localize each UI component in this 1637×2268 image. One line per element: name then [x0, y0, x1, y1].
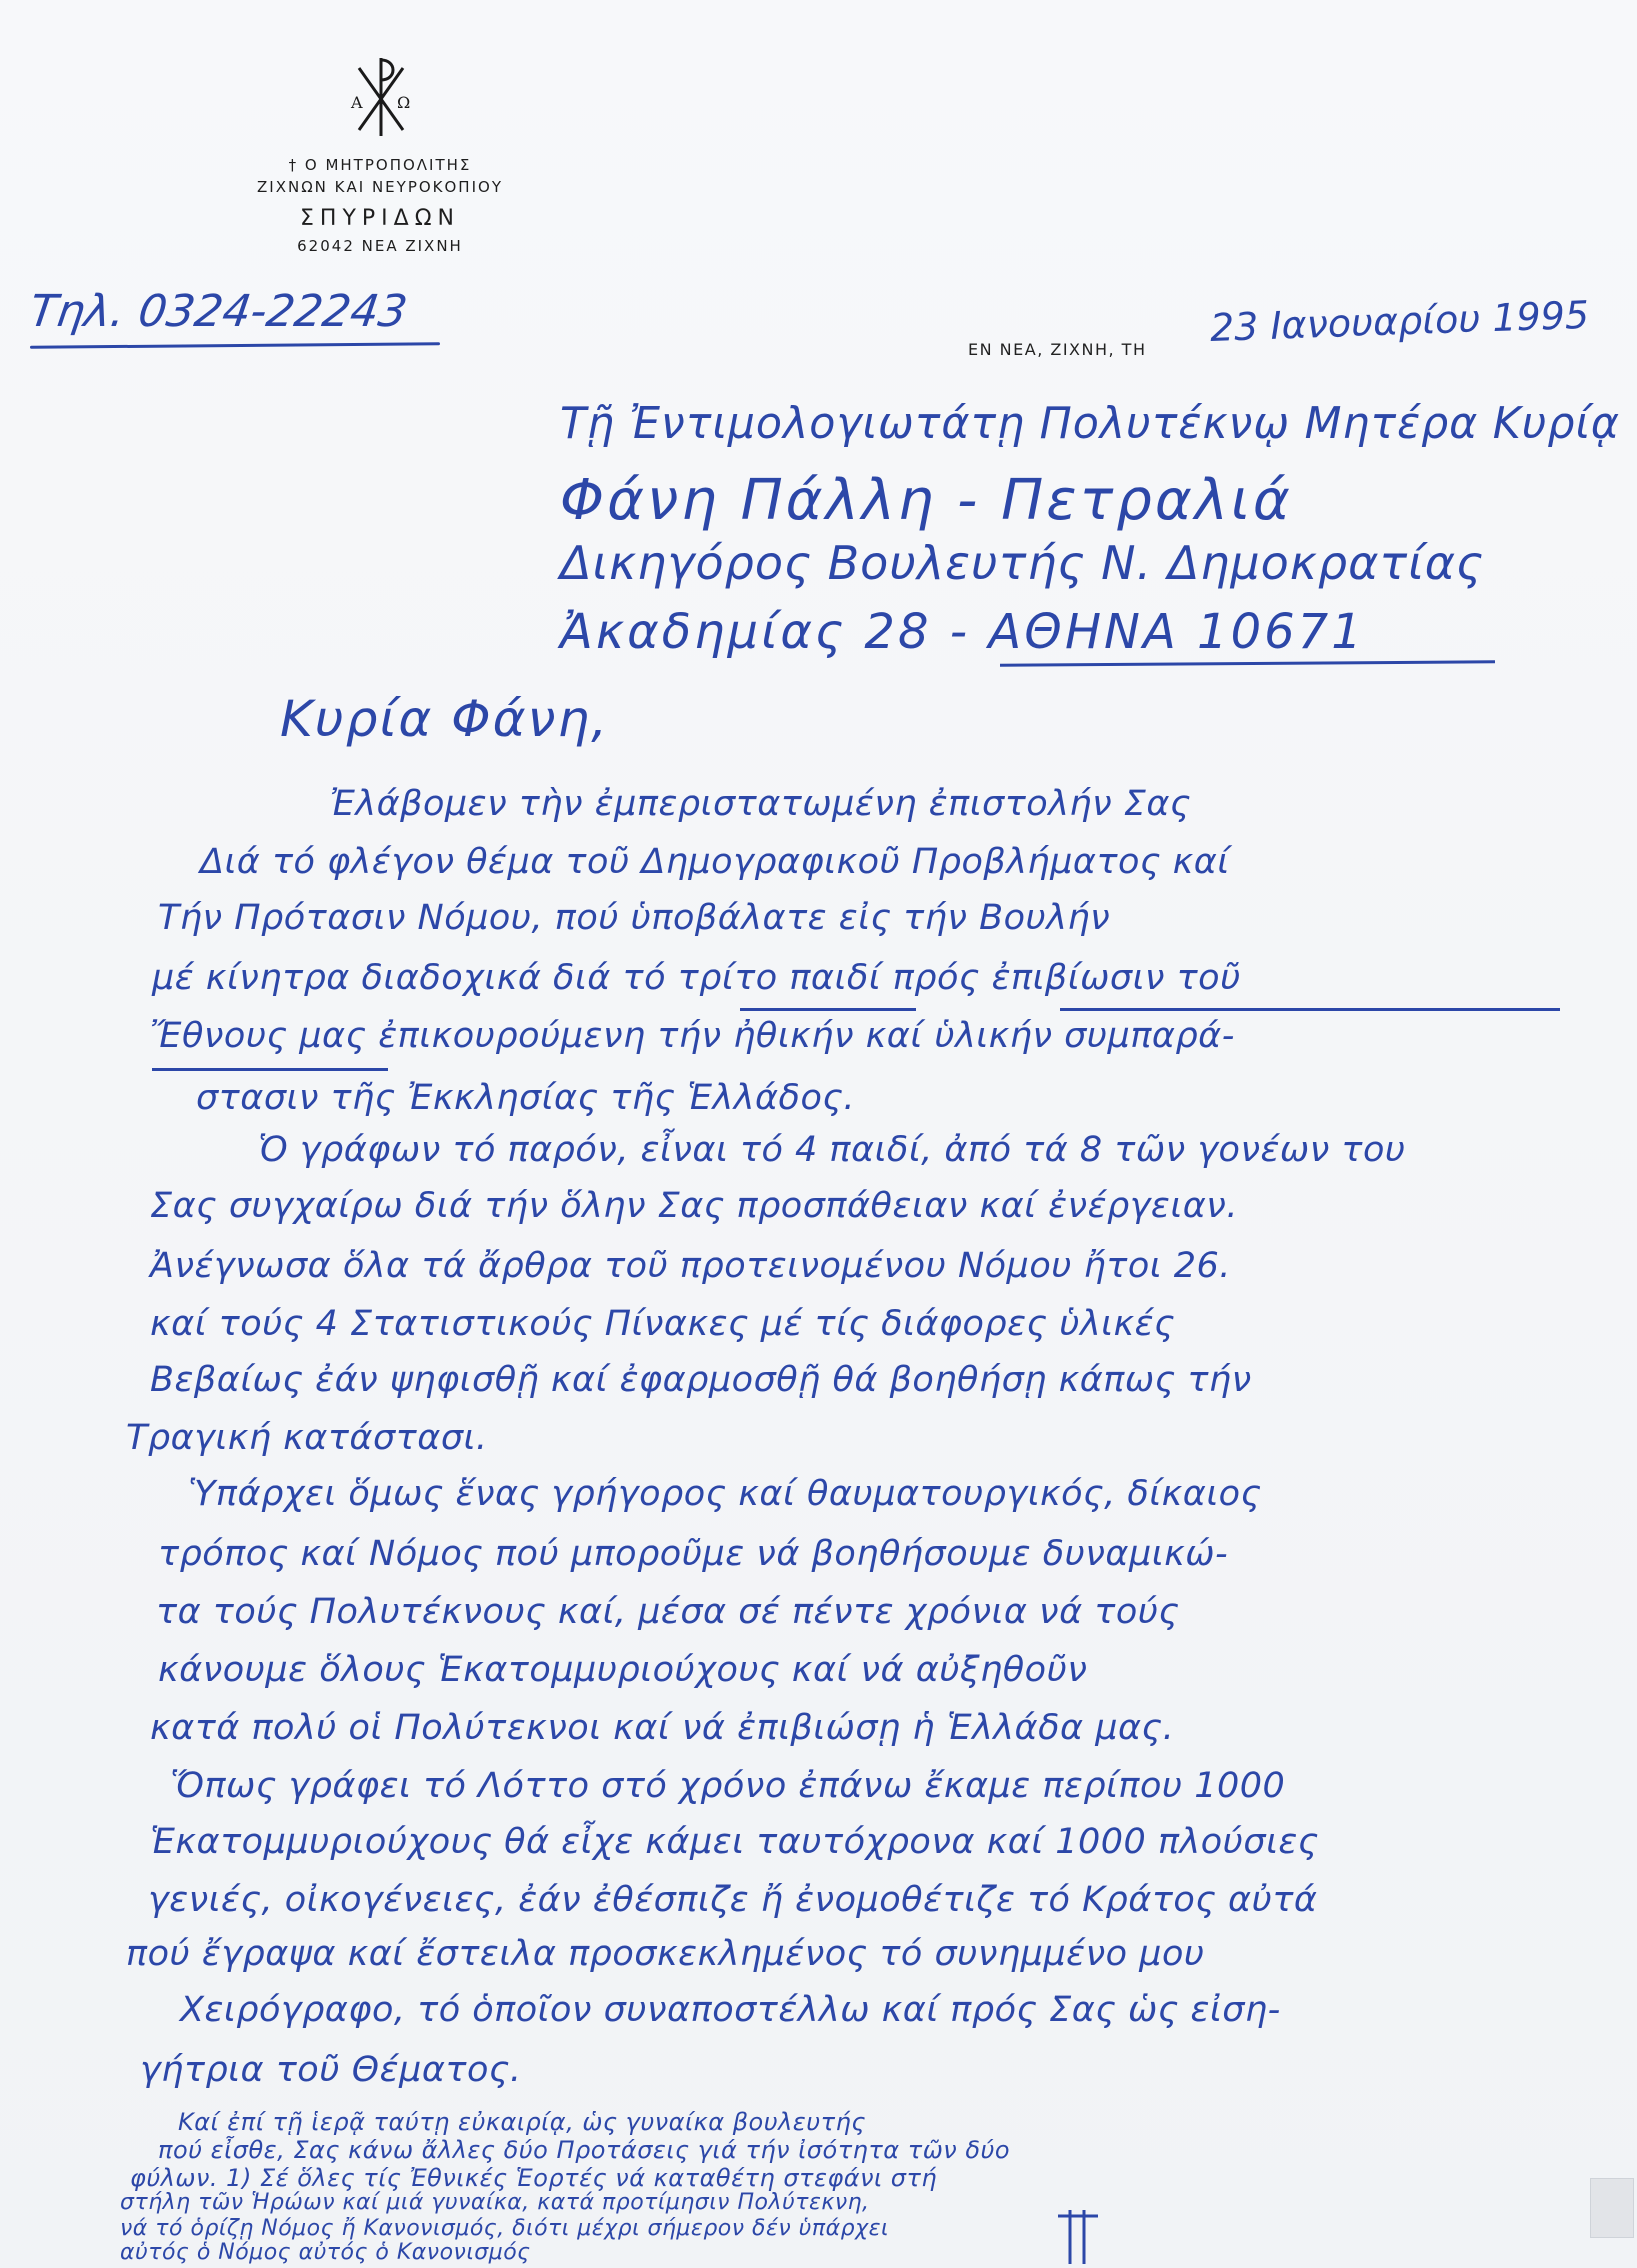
letterhead [170, 50, 590, 255]
body-line: κάνουμε ὅλους Ἑκατομμυριούχους καί νά αὐξηθοῦν [158, 1650, 1088, 1690]
date-printed-prefix: ΕΝ ΝΕΑ, ΖΙΧΝΗ, ΤΗ [968, 340, 1147, 359]
corner-stamp [1590, 2178, 1634, 2238]
body-line: μέ κίνητρα διαδοχικά διά τό τρίτο παιδί πρός ἐπιβίωσιν τοῦ [152, 958, 1241, 998]
body-line: αὐτός ὁ Νόμος αὐτός ὁ Κανονισμός [120, 2240, 531, 2265]
recipient-name: Φάνη Πάλλη - Πετραλιά [560, 468, 1293, 533]
underline-third-child [740, 1008, 916, 1011]
body-line: Ὁ γράφων τό παρόν, εἶναι τό 4 παιδί, ἀπό τά 8 τῶν γονέων του [258, 1130, 1406, 1170]
body-line: στασιν τῆς Ἐκκλησίας τῆς Ἑλλάδος. [196, 1078, 856, 1118]
phone-underline [30, 342, 440, 349]
omega-letter: Ω [397, 93, 411, 112]
body-line: Τήν Πρότασιν Νόμου, πού ὑποβάλατε εἰς τήν Βουλήν [158, 898, 1111, 938]
body-line: Ἑκατομμυριούχους θά εἶχε κάμει ταυτόχρονα καί 1000 πλούσιες [150, 1822, 1319, 1862]
body-line: πού ἔγραψα καί ἔστειλα προσκεκλημένος τό συνημμένο μου [126, 1934, 1205, 1974]
address-underline [1000, 660, 1495, 666]
body-line: καί τούς 4 Στατιστικούς Πίνακες μέ τίς διάφορες ὑλικές [150, 1304, 1176, 1344]
alpha-letter: Α [351, 93, 363, 112]
phone-number: Τηλ. 0324-22243 [26, 286, 411, 337]
body-line: τρόπος καί Νόμος πού μποροῦμε νά βοηθήσουμε δυναμικώ- [158, 1534, 1229, 1574]
body-line: Ὑπάρχει ὅμως ἕνας γρήγορος καί θαυματουργικός, δίκαιος [188, 1474, 1262, 1514]
recipient-line-1: Τῇ Ἐντιμολογιωτάτῃ Πολυτέκνῳ Μητέρα Κυρίᾳ [560, 398, 1621, 449]
body-line: Ἔθνους μας ἐπικουρούμενη τήν ἠθικήν καί ὑλικήν συμπαρά- [150, 1016, 1235, 1056]
body-line: Τραγική κατάστασι. [126, 1418, 488, 1458]
body-line: στήλη τῶν Ἡρώων καί μιά γυναίκα, κατά προτίμησιν Πολύτεκνη, [120, 2190, 870, 2215]
body-line: Ὅπως γράφει τό Λόττο στό χρόνο ἐπάνω ἔκαμε περίπου 1000 [170, 1766, 1286, 1806]
letterhead-title: † Ο ΜΗΤΡΟΠΟΛΙΤΗΣ [288, 156, 472, 174]
body-line: φύλων. 1) Σέ ὅλες τίς Ἐθνικές Ἑορτές νά καταθέτη στεφάνι στή [130, 2164, 938, 2192]
body-line: κατά πολύ οἱ Πολύτεκνοι καί νά ἐπιβιώσῃ ἡ Ἑλλάδα μας. [150, 1708, 1175, 1748]
body-line: Χειρόγραφο, τό ὁποῖον συναποστέλλω καί πρός Σας ὡς εἰση- [180, 1990, 1281, 2030]
salutation: Κυρία Φάνη, [280, 690, 610, 748]
date-handwritten: 23 Ιανουαρίου 1995 [1209, 292, 1590, 350]
underline-survival [1060, 1008, 1560, 1011]
body-line: γενιές, οἰκογένειες, ἐάν ἐθέσπιζε ἤ ἐνομοθέτιζε τό Κράτος αὐτά [148, 1880, 1318, 1920]
body-line: Βεβαίως ἐάν ψηφισθῇ καί ἐφαρμοσθῇ θά βοηθήσῃ κάπως τήν [150, 1360, 1252, 1400]
recipient-title: Δικηγόρος Βουλευτής Ν. Δημοκρατίας [560, 536, 1485, 590]
letterhead-address: 62042 ΝΕΑ ΖΙΧΝΗ [297, 237, 463, 255]
body-line: Ἐλάβομεν τὴν ἐμπεριστατωμένη ἐπιστολήν Σας [330, 784, 1191, 824]
chi-rho-monogram-icon [345, 50, 415, 140]
letterhead-name: ΣΠΥΡΙΔΩΝ [300, 206, 460, 231]
body-line: Διά τό φλέγον θέμα τοῦ Δημογραφικοῦ Προβλήματος καί [200, 842, 1230, 882]
body-line: γήτρια τοῦ Θέματος. [140, 2050, 522, 2090]
body-line: Ἀνέγνωσα ὅλα τά ἄρθρα τοῦ προτεινομένου Νόμου ἤτοι 26. [150, 1246, 1231, 1286]
letterhead-see: ΖΙΧΝΩΝ ΚΑΙ ΝΕΥΡΟΚΟΠΙΟΥ [257, 178, 503, 196]
body-line: πού εἶσθε, Σας κάνω ἄλλες δύο Προτάσεις γιά τήν ἰσότητα τῶν δύο [158, 2136, 1011, 2164]
underline-nation [152, 1068, 388, 1071]
body-line: νά τό ὁρίζῃ Νόμος ἤ Κανονισμός, διότι μέχρι σήμερον δέν ὑπάρχει [120, 2216, 889, 2241]
recipient-address: Ἀκαδημίας 28 - ΑΘΗΝΑ 10671 [560, 604, 1365, 660]
body-line: Σας συγχαίρω διά τήν ὅλην Σας προσπάθειαν καί ἐνέργειαν. [150, 1186, 1238, 1226]
body-line: Καί ἐπί τῇ ἱερᾷ ταύτῃ εὐκαιρίᾳ, ὡς γυναίκα βουλευτής [178, 2108, 866, 2136]
signature-mark-icon [1048, 2206, 1108, 2266]
body-line: τα τούς Πολυτέκνους καί, μέσα σέ πέντε χρόνια νά τούς [156, 1592, 1180, 1632]
